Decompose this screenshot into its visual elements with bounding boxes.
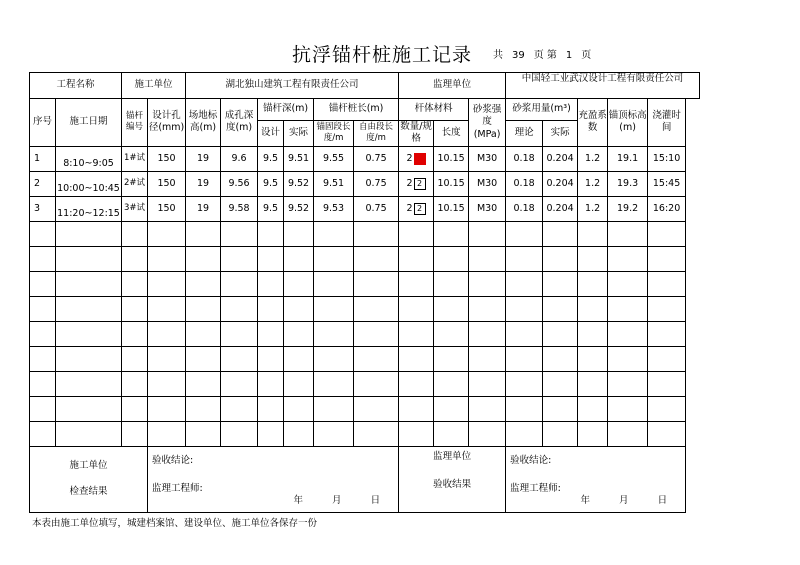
footer-row xyxy=(30,446,700,512)
supervision-unit-label: 监理单位 xyxy=(399,73,506,99)
construction-unit-value: 湖北独山建筑工程有限责任公司 xyxy=(186,73,399,99)
cell-hole-dia: 150 xyxy=(148,171,186,196)
cell-mat-len: 10.15 xyxy=(434,196,469,221)
col-site-elev: 场地标高(m) xyxy=(186,99,221,147)
cell-date: 11:20~12:15 xyxy=(56,196,122,221)
cell-grout-actual: 0.204 xyxy=(543,146,578,171)
cell-hole-depth: 9.56 xyxy=(221,171,258,196)
table-row xyxy=(30,196,700,221)
cell-grout-theory: 0.18 xyxy=(506,171,543,196)
cell-depth-design: 9.5 xyxy=(258,171,284,196)
cell-site-elev: 19 xyxy=(186,196,221,221)
empty-row xyxy=(30,271,700,296)
table-row xyxy=(30,171,700,196)
col-depth-actual: 实际 xyxy=(284,121,314,147)
cell-free-len: 0.75 xyxy=(354,171,399,196)
rebar-spec-box: 2 xyxy=(414,178,426,190)
cell-hole-dia: 150 xyxy=(148,146,186,171)
col-grout-theory: 理论 xyxy=(506,121,543,147)
cell-mat-len: 10.15 xyxy=(434,146,469,171)
cell-depth-design: 9.5 xyxy=(258,146,284,171)
cell-qty-spec: 2 2 xyxy=(399,196,434,221)
cell-free-len: 0.75 xyxy=(354,196,399,221)
footer-left-label: 施工单位 检查结果 xyxy=(30,446,148,512)
cell-grout-actual: 0.204 xyxy=(543,171,578,196)
cell-anchor-len: 9.51 xyxy=(314,171,354,196)
col-anchor-len: 锚固段长度/m xyxy=(314,121,354,147)
col-top-elev: 锚顶标高(m) xyxy=(608,99,648,147)
cell-grout-theory: 0.18 xyxy=(506,146,543,171)
cell-qty-spec: 2 2 xyxy=(399,171,434,196)
cell-date: 8:10~9:05 xyxy=(56,146,122,171)
cell-fill-coef: 1.2 xyxy=(578,146,608,171)
cell-mat-len: 10.15 xyxy=(434,171,469,196)
footer-left-content: 验收结论: 监理工程师: 年 月 日 xyxy=(148,446,399,512)
cell-site-elev: 19 xyxy=(186,146,221,171)
col-free-len: 自由段长度/m xyxy=(354,121,399,147)
col-pour-time: 浇灌时间 xyxy=(648,99,686,147)
empty-row xyxy=(30,296,700,321)
cell-anchor-no: 2#试 xyxy=(122,171,148,196)
cell-top-elev: 19.2 xyxy=(608,196,648,221)
col-grout-strength: 砂浆强度(MPa) xyxy=(469,99,506,147)
cell-hole-depth: 9.6 xyxy=(221,146,258,171)
col-depth-design: 设计 xyxy=(258,121,284,147)
empty-row xyxy=(30,346,700,371)
cell-pour-time: 16:20 xyxy=(648,196,686,221)
col-depth-group: 锚杆深(m) xyxy=(258,99,314,121)
cell-depth-design: 9.5 xyxy=(258,196,284,221)
cell-hole-depth: 9.58 xyxy=(221,196,258,221)
cell-grout-actual: 0.204 xyxy=(543,196,578,221)
cell-grout-strength: M30 xyxy=(469,196,506,221)
header-row-1 xyxy=(30,73,700,99)
project-name-label: 工程名称 xyxy=(30,73,122,99)
footer-right-label: 监理单位 验收结果 xyxy=(399,446,506,512)
cell-anchor-no: 3#试 xyxy=(122,196,148,221)
rebar-spec-box: 2 xyxy=(414,153,426,165)
cell-top-elev: 19.3 xyxy=(608,171,648,196)
col-grout-group: 砂浆用量(m³) xyxy=(506,99,578,121)
cell-anchor-len: 9.55 xyxy=(314,146,354,171)
cell-date: 10:00~10:45 xyxy=(56,171,122,196)
cell-seq: 3 xyxy=(30,196,56,221)
header-row-2 xyxy=(30,99,700,121)
cell-grout-strength: M30 xyxy=(469,146,506,171)
table-row xyxy=(30,146,700,171)
empty-row xyxy=(30,371,700,396)
col-length-group: 锚杆桩长(m) xyxy=(314,99,399,121)
cell-seq: 1 xyxy=(30,146,56,171)
col-seq: 序号 xyxy=(30,99,56,147)
cell-depth-actual: 9.52 xyxy=(284,196,314,221)
empty-row xyxy=(30,221,700,246)
empty-row xyxy=(30,396,700,421)
record-table xyxy=(29,72,700,513)
cell-free-len: 0.75 xyxy=(354,146,399,171)
page-title: 抗浮锚杆桩施工记录 xyxy=(292,44,473,66)
cell-pour-time: 15:10 xyxy=(648,146,686,171)
supervision-unit-value: 中国轻工业武汉设计工程有限责任公司 xyxy=(506,73,700,99)
cell-fill-coef: 1.2 xyxy=(578,196,608,221)
page-info: 共 39 页 第 1 页 xyxy=(493,50,592,61)
cell-hole-dia: 150 xyxy=(148,196,186,221)
cell-anchor-len: 9.53 xyxy=(314,196,354,221)
cell-grout-strength: M30 xyxy=(469,171,506,196)
footer-right-content: 验收结论: 监理工程师: 年 月 日 xyxy=(506,446,686,512)
col-anchor-no: 锚杆编号 xyxy=(122,99,148,147)
empty-row xyxy=(30,246,700,271)
cell-seq: 2 xyxy=(30,171,56,196)
col-hole-dia: 设计孔径(mm) xyxy=(148,99,186,147)
cell-pour-time: 15:45 xyxy=(648,171,686,196)
cell-depth-actual: 9.52 xyxy=(284,171,314,196)
cell-depth-actual: 9.51 xyxy=(284,146,314,171)
cell-anchor-no: 1#试 xyxy=(122,146,148,171)
col-hole-depth: 成孔深度(m) xyxy=(221,99,258,147)
col-fill-coef: 充盈系数 xyxy=(578,99,608,147)
cell-site-elev: 19 xyxy=(186,171,221,196)
empty-row xyxy=(30,421,700,446)
footnote: 本表由施工单位填写，城建档案馆、建设单位、施工单位各保存一份 xyxy=(32,518,318,529)
col-date: 施工日期 xyxy=(56,99,122,147)
col-grout-actual: 实际 xyxy=(543,121,578,147)
cell-qty-spec: 2 2 xyxy=(399,146,434,171)
cell-top-elev: 19.1 xyxy=(608,146,648,171)
construction-unit-label: 施工单位 xyxy=(122,73,186,99)
col-mat-len: 长度 xyxy=(434,121,469,147)
empty-row xyxy=(30,321,700,346)
col-material-group: 杆体材料 xyxy=(399,99,469,121)
cell-fill-coef: 1.2 xyxy=(578,171,608,196)
cell-grout-theory: 0.18 xyxy=(506,196,543,221)
rebar-spec-box: 2 xyxy=(414,203,426,215)
col-qty-spec: 数量/规格 xyxy=(400,121,432,145)
